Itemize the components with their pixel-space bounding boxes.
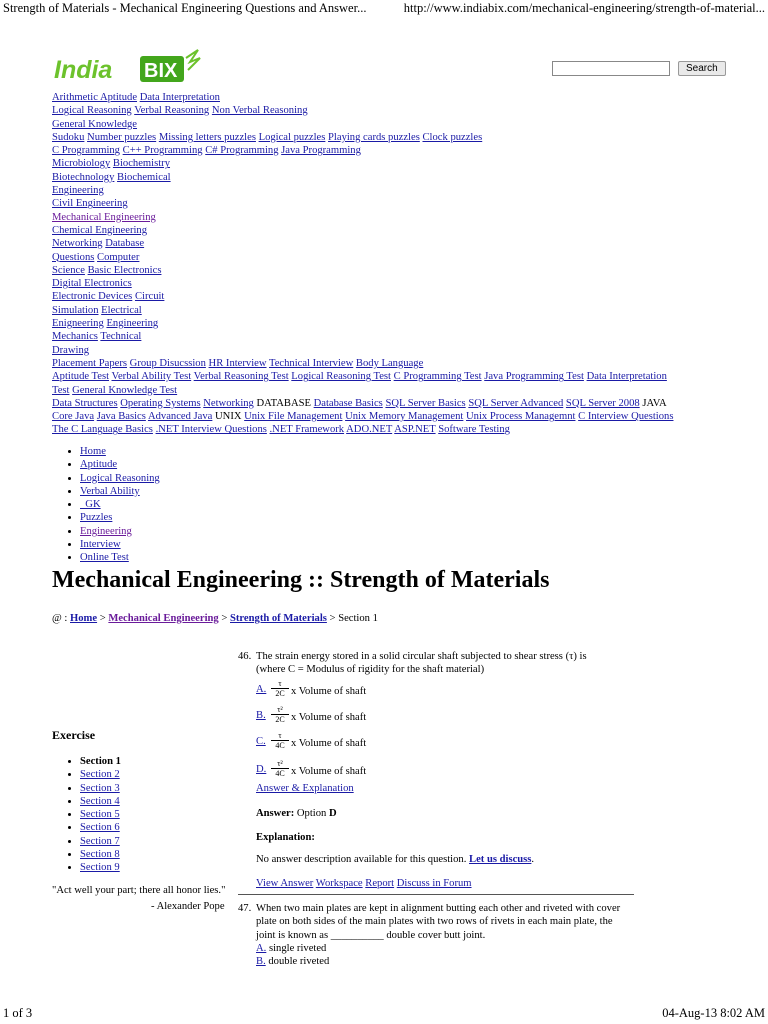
nav-link[interactable]: Logical puzzles [258,131,326,143]
nav-link[interactable]: Questions [52,251,95,263]
section-item [80,835,121,848]
section-link[interactable]: Section 2 [80,769,120,781]
nav-link[interactable]: Simulation [52,304,99,316]
menu-item [80,472,160,485]
breadcrumb-current: Section 1 [338,613,378,624]
question-text-line2: (where C = Modulus of rigidity for the shaft material) [256,664,485,676]
logo-text-bix: BIX [144,60,178,82]
menu-link[interactable]: GK [80,499,101,511]
logo-swoosh [186,50,200,70]
menu-item [80,498,160,511]
nav-link[interactable]: .NET Framework [269,424,345,436]
nav-line [52,224,712,237]
nav-link[interactable]: Operating Systems [120,397,201,409]
menu-link[interactable]: Online Test [80,552,129,564]
nav-link[interactable]: Java Programming Test [484,371,584,383]
nav-link[interactable]: Verbal Reasoning [134,105,210,117]
menu-link[interactable]: Engineering [80,525,132,537]
nav-link[interactable]: Mechanics [52,331,98,343]
nav-link[interactable]: Unix File Management [244,411,343,423]
nav-link[interactable]: Unix Memory Management [345,411,464,423]
breadcrumb-sep: > [326,613,339,624]
breadcrumb-sep: > [97,613,109,624]
section-item [80,848,121,861]
nav-link[interactable]: C Interview Questions [578,411,674,423]
fraction-numerator: τ [271,679,289,689]
nav-line [52,157,712,170]
view-answer-link[interactable]: View Answer [256,878,314,889]
option-letter-link[interactable]: A. [256,683,267,695]
fraction-denominator: 2C [275,715,285,724]
menu-item [80,458,160,471]
fraction-numerator: τ [271,731,289,741]
nav-link[interactable]: Database [105,238,145,250]
nav-link[interactable]: Technical Interview [268,357,354,369]
nav-link[interactable]: Biochemistry [112,158,171,170]
quote-author: - Alexander Pope [151,901,225,912]
nav-link[interactable]: Placement Papers [52,357,128,369]
discuss-link[interactable]: Let us discuss [469,854,532,865]
nav-link[interactable]: Aptitude Test [52,371,110,383]
nav-link[interactable]: Logical Reasoning [52,105,132,117]
section-link[interactable]: Section 5 [80,809,120,821]
section-link[interactable]: Section 6 [80,822,120,834]
explanation-body: No answer description available for this question. [256,854,469,865]
nav-link[interactable]: Arithmetic Aptitude [52,92,138,103]
breadcrumb [52,613,378,624]
nav-link[interactable]: Networking [203,397,254,409]
nav-link[interactable]: Verbal Ability Test [111,371,192,383]
nav-link[interactable]: Data Structures [52,397,118,409]
print-footer [3,1006,765,1022]
nav-link[interactable]: C Programming [52,145,120,157]
nav-line [52,317,712,330]
nav-link[interactable]: SQL Server Advanced [468,397,564,409]
question-text [256,650,646,677]
nav-link[interactable]: Networking [52,238,103,250]
option-suffix: x Volume of shaft [291,737,367,749]
option-suffix: x Volume of shaft [291,711,367,723]
nav-link[interactable]: Test [52,384,70,396]
option-fraction [271,679,289,698]
menu-link[interactable]: Home [80,446,106,457]
logo-text-india: India [54,56,113,84]
nav-line [52,118,712,131]
nav-link[interactable]: Data Interpretation [139,92,220,103]
option-suffix: x Volume of shaft [291,685,367,697]
nav-text: UNIX [212,411,245,423]
report-link[interactable]: Report [365,878,395,889]
question-47 [238,902,638,972]
nav-link[interactable]: Unix Process Managemnt [466,411,576,423]
nav-line [52,304,712,317]
indiabix-logo[interactable] [52,48,202,92]
menu-item [80,445,160,458]
section-current: Section 1 [80,756,121,767]
nav-link[interactable]: Engineering [106,318,159,330]
nav-line [52,330,712,343]
menu-link[interactable]: Puzzles [80,512,113,524]
menu-link[interactable]: Logical Reasoning [80,472,160,484]
answer-line [256,807,337,820]
nav-link[interactable]: Software Testing [438,424,510,436]
nav-link[interactable]: Java Programming [281,145,361,157]
answer-prefix: Option [294,808,329,819]
nav-link[interactable]: Microbiology [52,158,111,170]
nav-text: DATABASE [253,397,314,409]
menu-link[interactable]: Interview [80,539,121,551]
answer-explanation-link[interactable]: Answer & Explanation [256,783,354,794]
nav-line [52,370,712,383]
option-suffix: x Volume of shaft [291,765,367,777]
nav-link[interactable]: Sudoku [52,131,85,143]
nav-link[interactable]: Advanced Java [147,411,213,423]
nav-link[interactable]: ASP.NET [394,424,436,436]
nav-link[interactable]: SQL Server Basics [385,397,466,409]
nav-link[interactable]: C Programming Test [393,371,482,383]
nav-link[interactable]: Body Language [355,357,424,369]
section-link[interactable]: Section 3 [80,782,120,794]
section-item [80,861,121,874]
fraction-denominator: 2C [275,689,285,698]
search-form [552,61,726,79]
nav-line [52,211,712,224]
category-links [52,91,712,437]
explanation-label: Explanation: [256,832,315,843]
question-divider [238,894,634,895]
nav-link[interactable]: C++ Programming [122,145,203,157]
option-letter-link[interactable]: D. [256,763,267,775]
nav-link[interactable]: Number puzzles [87,131,157,143]
section-item [80,808,121,821]
option-a-text: single riveted [268,943,327,954]
question-action-links [256,877,472,890]
nav-line [52,277,712,290]
question-text-line1: The strain energy stored in a solid circular shaft subjected to shear stress (τ) is [256,651,587,662]
nav-link[interactable]: HR Interview [208,357,267,369]
workspace-link[interactable]: Workspace [315,878,363,889]
nav-link[interactable]: Electrical [101,304,142,316]
nav-line [52,357,712,370]
nav-link[interactable]: Playing cards puzzles [328,131,420,143]
fraction-numerator: τ² [271,759,289,769]
nav-link[interactable]: Basic Electronics [87,264,162,276]
breadcrumb-home[interactable]: Home [70,613,98,624]
nav-link[interactable]: Computer [97,251,140,263]
nav-link[interactable]: Electronic Devices [52,291,133,303]
option-a [256,942,326,955]
option-fraction [271,759,289,778]
nav-link[interactable]: Science [52,264,85,276]
nav-link[interactable]: The C Language Basics [52,424,153,436]
nav-line [52,237,712,250]
nav-line [52,397,712,410]
nav-line [52,197,712,210]
menu-link[interactable]: Verbal Ability [80,485,140,497]
nav-link[interactable]: Logical Reasoning Test [291,371,391,383]
nav-line [52,384,712,397]
nav-link[interactable]: Engineering [52,185,104,197]
nav-line [52,184,712,197]
search-button[interactable]: Search [678,61,726,76]
nav-line [52,264,712,277]
nav-line [52,131,712,144]
nav-line [52,144,712,157]
nav-link[interactable]: Mechanical Engineering [52,211,156,223]
section-list [68,755,121,875]
answer-label: Answer: [256,808,295,819]
print-page-title: Strength of Materials - Mechanical Engineering Questions and Answer... [3,1,367,15]
nav-link[interactable]: General Knowledge [52,118,138,130]
nav-link[interactable]: General Knowledge Test [72,384,178,396]
nav-link[interactable]: Chemical Engineering [52,224,148,236]
section-item [80,821,121,834]
nav-link[interactable]: Digital Electronics [52,278,132,290]
option-b-link[interactable]: B. [256,956,266,967]
nav-link[interactable]: Clock puzzles [422,131,483,143]
option-letter-link[interactable]: B. [256,709,266,721]
nav-link[interactable]: Biochemical [117,171,171,183]
nav-link[interactable]: Group Disucssion [129,357,206,369]
nav-link[interactable]: Enigneering [52,318,104,330]
breadcrumb-topic[interactable]: Strength of Materials [230,613,327,624]
nav-link[interactable]: Data Interpretation [586,371,667,383]
logo-graphic [52,48,202,92]
breadcrumb-category[interactable]: Mechanical Engineering [108,613,219,624]
section-item [80,755,121,768]
page-title: Mechanical Engineering :: Strength of Materials [52,567,550,593]
menu-item [80,538,160,551]
fraction-denominator: 4C [275,769,285,778]
nav-link[interactable]: Java Basics [96,411,146,423]
nav-link[interactable]: Verbal Reasoning Test [193,371,289,383]
print-header [3,1,765,19]
nav-text: JAVA [639,397,667,409]
section-link[interactable]: Section 8 [80,849,120,861]
menu-item [80,551,160,564]
nav-link[interactable]: Database Basics [313,397,383,409]
nav-link[interactable]: .NET Interview Questions [155,424,267,436]
section-link[interactable]: Section 7 [80,835,120,847]
section-item [80,795,121,808]
nav-link[interactable]: Biotechnology [52,171,115,183]
nav-line [52,104,712,117]
option-b-text: double riveted [268,956,330,967]
nav-link[interactable]: Civil Engineering [52,198,128,210]
section-link[interactable]: Section 9 [80,862,120,874]
option-fraction [271,705,289,724]
discuss-forum-link[interactable]: Discuss in Forum [396,878,472,889]
breadcrumb-prefix: @ : [52,613,70,624]
option-b [256,955,329,968]
print-date: 04-Aug-13 8:02 AM [662,1006,765,1020]
answer-value: D [328,808,337,819]
nav-line [52,171,712,184]
nav-link[interactable]: C# Programming [205,145,279,157]
menu-item [80,525,160,538]
menu-item [80,485,160,498]
nav-line [52,423,712,436]
section-link[interactable]: Section 4 [80,795,120,807]
question-number: 47. [238,903,252,914]
search-input[interactable] [552,61,670,76]
nav-line [52,290,712,303]
nav-link[interactable]: ADO.NET [346,424,393,436]
quote-text: "Act well your part; there all honor lies." [52,885,226,896]
section-item [80,782,121,795]
explanation-text [256,853,534,866]
question-number: 46. [238,651,252,662]
nav-line [52,410,712,423]
option-letter-link[interactable]: C. [256,735,266,747]
nav-link[interactable]: Non Verbal Reasoning [211,105,308,117]
fraction-denominator: 4C [275,741,285,750]
question-46 [238,650,658,890]
main-menu [68,445,160,565]
nav-link[interactable]: Technical [100,331,142,343]
nav-link[interactable]: Drawing [52,344,90,356]
option-a-link[interactable]: A. [256,943,267,954]
nav-line [52,91,712,104]
nav-link[interactable]: SQL Server 2008 [565,397,640,409]
print-page-url: http://www.indiabix.com/mechanical-engineering/strength-of-material... [403,1,765,15]
breadcrumb-sep: > [218,613,230,624]
menu-link[interactable]: Aptitude [80,459,118,471]
menu-item [80,511,160,524]
nav-link[interactable]: Circuit [134,291,165,303]
nav-link[interactable]: Core Java [52,411,95,423]
nav-link[interactable]: Missing letters puzzles [158,131,256,143]
option-fraction [271,731,289,750]
exercise-heading: Exercise [52,728,96,742]
nav-line [52,344,712,357]
nav-line [52,251,712,264]
explanation-suffix: . [531,854,535,865]
question-text: When two main plates are kept in alignment butting each other and riveted with cover plate on both sides of the main plates with two rows of rivets in each main plate, the joint is known as __________ double cover butt joint. [256,903,621,941]
print-page-number: 1 of 3 [3,1006,33,1020]
section-item [80,768,121,781]
fraction-numerator: τ² [271,705,289,715]
